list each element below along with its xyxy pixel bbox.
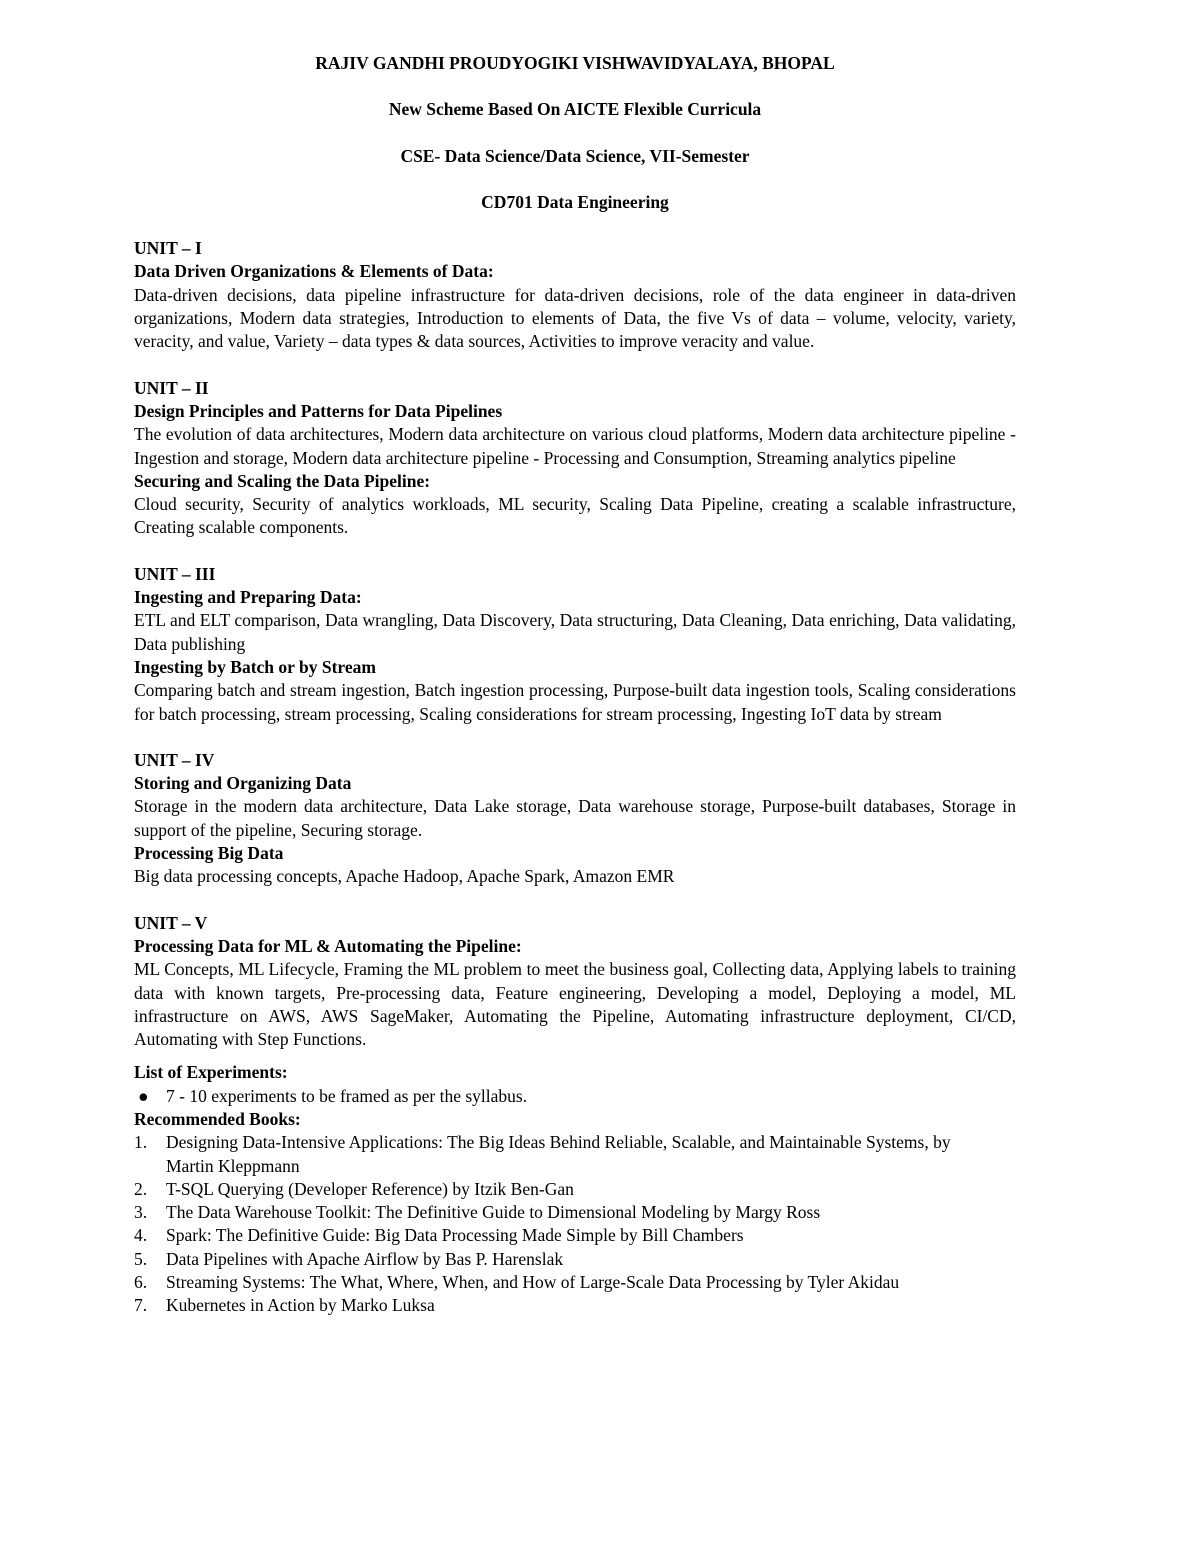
book-text: Spark: The Definitive Guide: Big Data Processing Made Simple by Bill Chambers: [166, 1225, 744, 1246]
list-item: [134, 1294, 1016, 1317]
section-body: Comparing batch and stream ingestion, Batch ingestion processing, Purpose-built data ingestion tools, Scaling considerations for batch processing, stream processing, Scaling considerations for stream processing, Ingesting IoT data by stream: [134, 680, 1016, 724]
unit-label: UNIT – IV: [134, 749, 215, 770]
book-number: 4.: [134, 1225, 148, 1246]
section-body: Storage in the modern data architecture, Data Lake storage, Data warehouse storage, Purpose-built databases, Storage in support of the pipeline, Securing storage.: [134, 796, 1016, 840]
section-heading: Ingesting by Batch or by Stream: [134, 656, 376, 677]
branch-title: CSE- Data Science/Data Science, VII-Semester: [400, 145, 750, 166]
section-heading: Processing Big Data: [134, 843, 284, 864]
book-text: Streaming Systems: The What, Where, When, and How of Large-Scale Data Processing by Tyler Akidau: [166, 1272, 900, 1293]
unit-5: [134, 912, 1016, 1052]
list-item: [134, 1248, 1016, 1271]
section-body: Big data processing concepts, Apache Hadoop, Apache Spark, Amazon EMR: [134, 866, 675, 887]
book-number: 2.: [134, 1178, 148, 1199]
course-title: CD701 Data Engineering: [481, 191, 669, 212]
book-number: 1.: [134, 1132, 148, 1153]
unit-4: [134, 749, 1016, 889]
book-text: T-SQL Querying (Developer Reference) by Itzik Ben-Gan: [166, 1178, 574, 1199]
experiment-text: 7 - 10 experiments to be framed as per the syllabus.: [166, 1085, 528, 1106]
list-item: [134, 1271, 1016, 1294]
books-heading: Recommended Books:: [134, 1108, 301, 1129]
books-list: [134, 1131, 1016, 1317]
section-heading: Design Principles and Patterns for Data Pipelines: [134, 400, 503, 421]
scheme-title: New Scheme Based On AICTE Flexible Curricula: [388, 99, 762, 120]
unit-3: [134, 563, 1016, 726]
section-heading: Securing and Scaling the Data Pipeline:: [134, 470, 431, 491]
section-body: Data-driven decisions, data pipeline infrastructure for data-driven decisions, role of the data engineer in data-driven organizations, Modern data strategies, Introduction to elements of Data, the five Vs of data – volume, velocity, variety, veracity, and value, Variety – data types & data sources, Activities to improve veracity and value.: [134, 284, 1016, 352]
bullet-icon: ●: [138, 1085, 149, 1106]
book-text: The Data Warehouse Toolkit: The Definitive Guide to Dimensional Modeling by Margy Ross: [166, 1202, 821, 1223]
book-text: Designing Data-Intensive Applications: The Big Ideas Behind Reliable, Scalable, and Maintainable Systems, by Martin Kleppmann: [166, 1132, 951, 1176]
unit-1: [134, 237, 1016, 353]
list-item: [134, 1131, 1016, 1178]
section-heading: Ingesting and Preparing Data:: [134, 587, 362, 608]
university-title: RAJIV GANDHI PROUDYOGIKI VISHWAVIDYALAYA, BHOPAL: [315, 53, 835, 73]
book-text: Data Pipelines with Apache Airflow by Bas P. Harenslak: [166, 1248, 564, 1269]
section-body: ML Concepts, ML Lifecycle, Framing the ML problem to meet the business goal, Collecting data, Applying labels to training data with known targets, Pre-processing data, Feature engineering, Developing a model, Deploying a model, ML infrastructure on AWS, AWS SageMaker, Automating the Pipeline, Automating infrastructure deployment, CI/CD, Automating with Step Functions.: [134, 959, 1016, 1050]
book-text: Kubernetes in Action by Marko Luksa: [166, 1295, 435, 1316]
section-body: The evolution of data architectures, Modern data architecture on various cloud platforms, Modern data architecture pipeline - Ingestion and storage, Modern data architecture pipeline - Processing and Consumption, Streaming analytics pipeline: [134, 424, 1016, 468]
book-number: 6.: [134, 1272, 148, 1293]
section-body: Cloud security, Security of analytics workloads, ML security, Scaling Data Pipeline, creating a scalable infrastructure, Creating scalable components.: [134, 494, 1016, 538]
section-body: ETL and ELT comparison, Data wrangling, Data Discovery, Data structuring, Data Cleaning, Data enriching, Data validating, Data publishing: [134, 610, 1016, 654]
list-item: [134, 1201, 1016, 1224]
unit-2: [134, 377, 1016, 540]
experiments-heading: List of Experiments:: [134, 1062, 288, 1083]
experiments-list: [134, 1085, 1016, 1108]
section-heading: Data Driven Organizations & Elements of Data:: [134, 261, 494, 282]
book-number: 5.: [134, 1248, 148, 1269]
section-heading: Storing and Organizing Data: [134, 773, 352, 794]
unit-label: UNIT – II: [134, 377, 209, 398]
list-item: [134, 1178, 1016, 1201]
unit-label: UNIT – I: [134, 238, 202, 259]
list-item: [134, 1085, 1016, 1108]
unit-label: UNIT – V: [134, 912, 208, 933]
book-number: 7.: [134, 1295, 148, 1316]
section-heading: Processing Data for ML & Automating the Pipeline:: [134, 935, 522, 956]
unit-label: UNIT – III: [134, 563, 216, 584]
list-item: [134, 1224, 1016, 1247]
book-number: 3.: [134, 1202, 148, 1223]
